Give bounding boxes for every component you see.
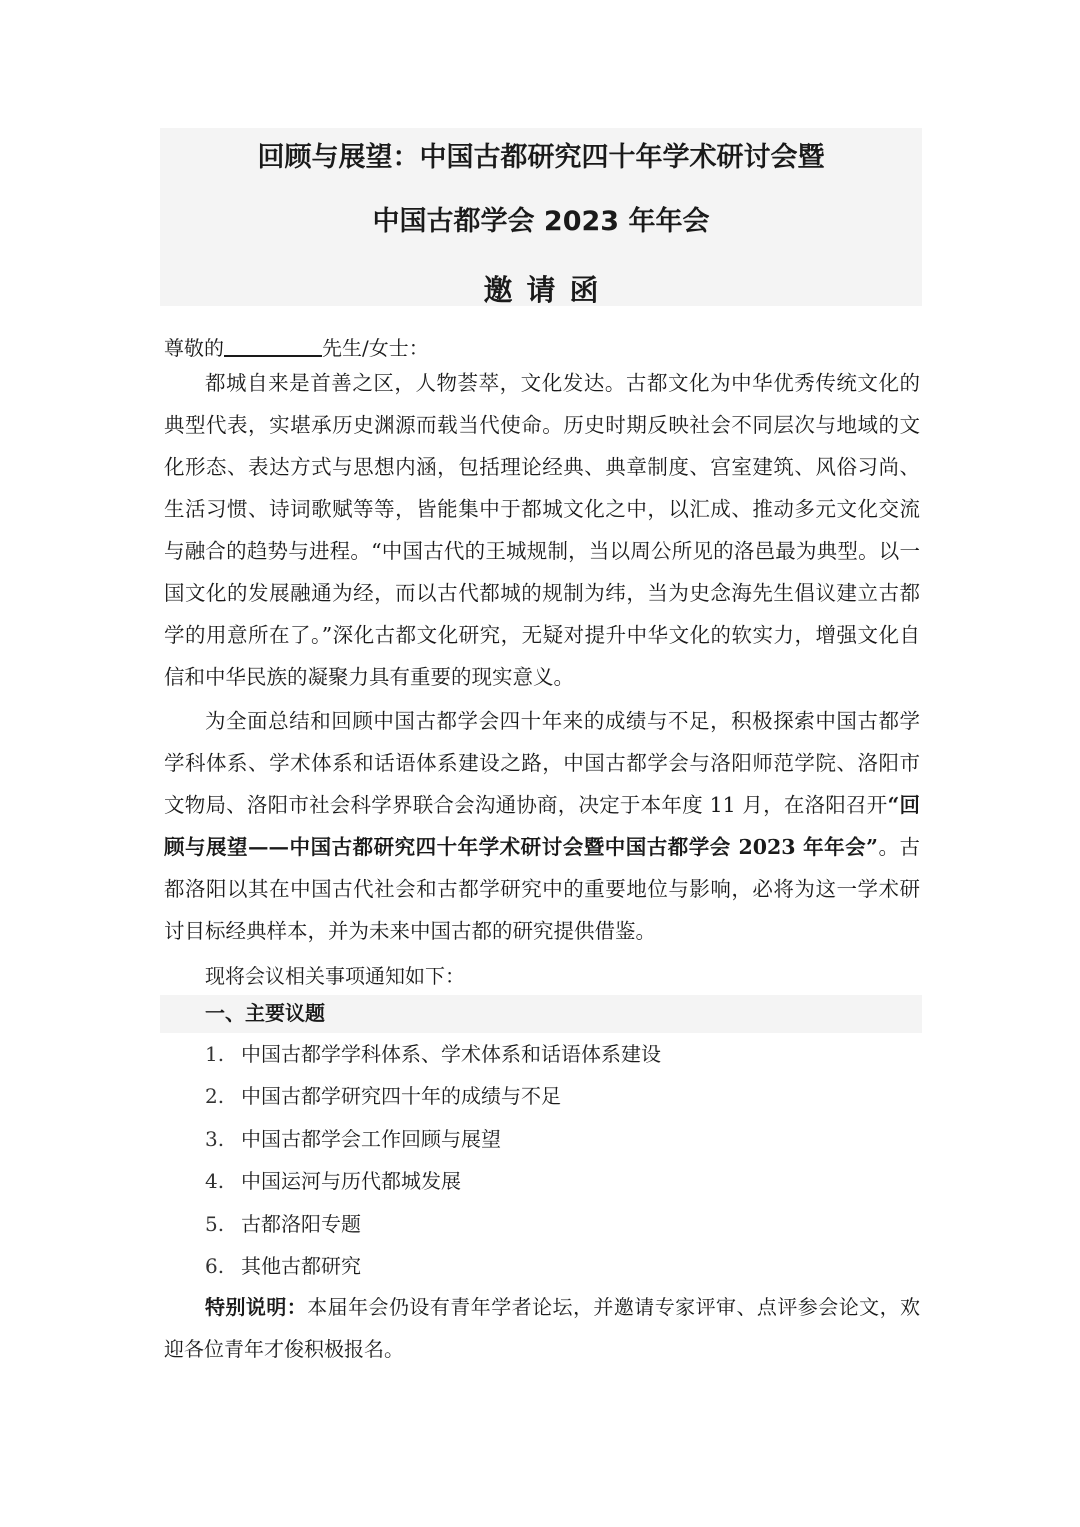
salutation bbox=[164, 334, 429, 362]
conference-title-line1: 回顾与展望：中国古都研究四十年学术研讨会暨 bbox=[257, 142, 825, 173]
list-item bbox=[205, 1203, 661, 1245]
list-item-number: 5. bbox=[205, 1211, 225, 1236]
purpose-paragraph bbox=[164, 700, 920, 952]
list-item-text: 中国运河与历代都城发展 bbox=[241, 1169, 461, 1194]
special-note-label: 特别说明： bbox=[205, 1295, 308, 1319]
notice-intro: 现将会议相关事项通知如下： bbox=[205, 964, 465, 988]
salutation-prefix: 尊敬的 bbox=[164, 336, 224, 360]
list-item-text: 中国古都学研究四十年的成绩与不足 bbox=[241, 1084, 561, 1109]
conference-full-name: “回顾与展望——中国古都研究四十年学术研讨会暨中国古都学会 2023 年年会” bbox=[164, 793, 921, 859]
list-item-text: 其他古都研究 bbox=[241, 1253, 361, 1278]
list-item-number: 1. bbox=[205, 1042, 225, 1066]
conference-title-line2: 中国古都学会 2023 年年会 bbox=[372, 206, 710, 237]
list-item-number: 4. bbox=[205, 1169, 225, 1194]
name-blank-line bbox=[224, 335, 322, 357]
purpose-text-after: 。古都洛阳以其在中国古代社会和古都学研究中的重要地位与影响，必将为这一学术研讨目标经典样本，并为未来中国古都的研究提供借鉴。 bbox=[164, 835, 921, 943]
list-item bbox=[205, 1033, 661, 1075]
list-item bbox=[205, 1245, 661, 1287]
document-type-title: 邀请函 bbox=[483, 273, 613, 307]
list-item bbox=[205, 1118, 661, 1160]
intro-paragraph: 都城自来是首善之区，人物荟萃，文化发达。古都文化为中华优秀传统文化的典型代表，实堪承历史渊源而载当代使命。历史时期反映社会不同层次与地域的文化形态、表达方式与思想内涵，包括理论经典、典章制度、宫室建筑、风俗习尚、生活习惯、诗词歌赋等等，皆能集中于都城文化之中，以汇成、推动多元文化交流与融合的趋势与进程。“中国古代的王城规制，当以周公所见的洛邑最为典型。以一国文化的发展融通为经，而以古代都城的规制为纬，当为史念海先生倡议建立古都学的用意所在了。”深化古都文化研究，无疑对提升中华文化的软实力，增强文化自信和中华民族的凝聚力具有重要的现实意义。 bbox=[164, 371, 920, 689]
purpose-text-before: 为全面总结和回顾中国古都学会四十年来的成绩与不足，积极探索中国古都学学科体系、学术体系和话语体系建设之路，中国古都学会与洛阳师范学院、洛阳市文物局、洛阳市社会科学界联合会沟通协商，决定于本年度 11 月，在洛阳召开 bbox=[164, 709, 920, 817]
topic-list bbox=[205, 1033, 661, 1287]
list-item bbox=[205, 1160, 661, 1202]
special-note-text: 本届年会仍设有青年学者论坛，并邀请专家评审、点评参会论文，欢迎各位青年才俊积极报名。 bbox=[164, 1295, 921, 1361]
special-note bbox=[164, 1286, 920, 1370]
list-item-number: 3. bbox=[205, 1126, 225, 1151]
list-item-number: 2. bbox=[205, 1084, 225, 1109]
list-item-text: 中国古都学学科体系、学术体系和话语体系建设 bbox=[241, 1042, 661, 1066]
list-item-number: 6. bbox=[205, 1253, 225, 1278]
salutation-suffix: 先生/女士： bbox=[322, 336, 429, 360]
list-item bbox=[205, 1075, 661, 1117]
list-item-text: 古都洛阳专题 bbox=[241, 1211, 361, 1236]
section-heading-main-topics: 一、主要议题 bbox=[205, 1001, 325, 1025]
list-item-text: 中国古都学会工作回顾与展望 bbox=[241, 1126, 501, 1151]
